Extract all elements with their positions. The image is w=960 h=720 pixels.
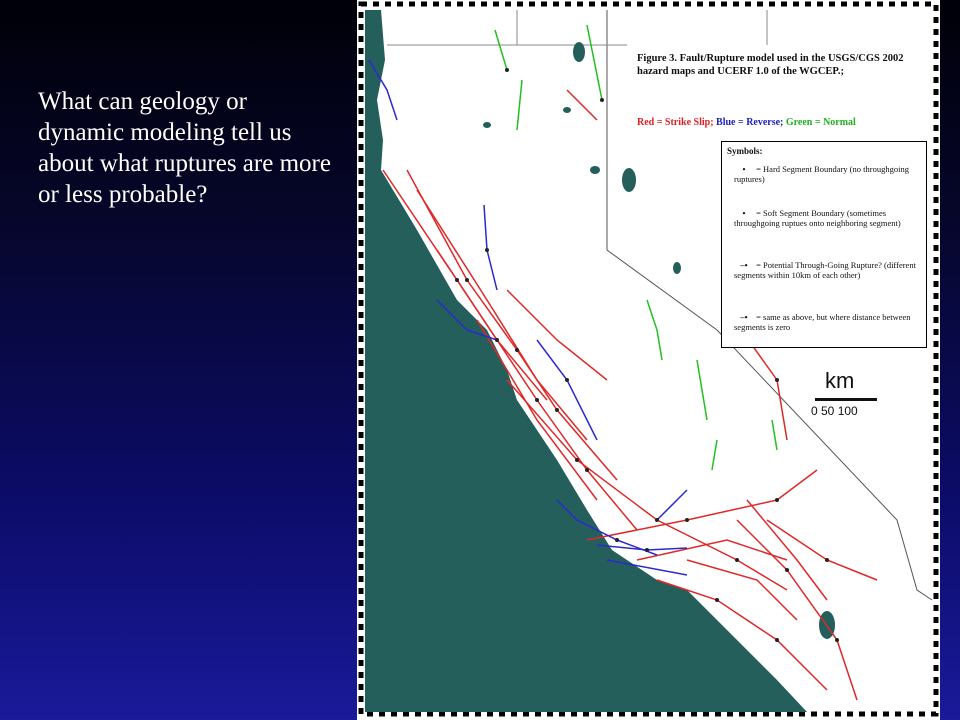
scale-bar: [809, 368, 899, 420]
scale-unit: km: [825, 368, 855, 393]
symbol-mark: •: [742, 208, 746, 218]
symbol-item: [734, 260, 922, 280]
symbol-label: = Soft Segment Boundary (sometimes throughgoing ruptues onto neighboring segment): [734, 208, 901, 228]
lake: [483, 122, 491, 128]
symbols-legend-box: [721, 141, 927, 348]
symbol-item: [734, 312, 922, 332]
legend-reverse: Blue = Reverse;: [716, 117, 784, 128]
legend-normal: Green = Normal: [785, 117, 856, 128]
symbol-item: [734, 164, 922, 184]
symbol-mark: •: [742, 164, 746, 174]
lake: [573, 42, 585, 62]
question-text: What can geology or dynamic modeling tell us about what ruptures are more or less probable?: [38, 88, 331, 208]
fault-map-figure: [357, 0, 940, 720]
caption-text: Figure 3. Fault/Rupture model used in the USGS/CGS 2002 hazard maps and UCERF 1.0 of the WGCEP.;: [637, 53, 904, 77]
symbol-item: [734, 208, 922, 228]
scale-ticks: 0 50 100: [811, 404, 858, 418]
lake: [563, 107, 571, 113]
symbol-label: = Potential Through-Going Rupture? (different segments within 10km of each other): [734, 260, 916, 280]
symbol-label: = same as above, but where distance between segments is zero: [734, 312, 911, 332]
symbols-title: Symbols:: [727, 146, 763, 156]
symbol-mark: –•: [740, 312, 748, 322]
ocean-area: [365, 10, 807, 712]
lake: [622, 168, 636, 192]
border-lines: [387, 10, 767, 45]
lake: [673, 262, 681, 274]
california-fault-map: [357, 0, 940, 720]
scale-line: [815, 398, 877, 401]
symbol-mark: –•: [740, 260, 748, 270]
color-legend: [637, 117, 856, 128]
legend-strike-slip: Red = Strike Slip;: [637, 117, 714, 128]
lake: [590, 166, 600, 174]
symbol-label: = Hard Segment Boundary (no throughgoing ruptures): [734, 164, 909, 184]
figure-caption: [637, 52, 927, 78]
